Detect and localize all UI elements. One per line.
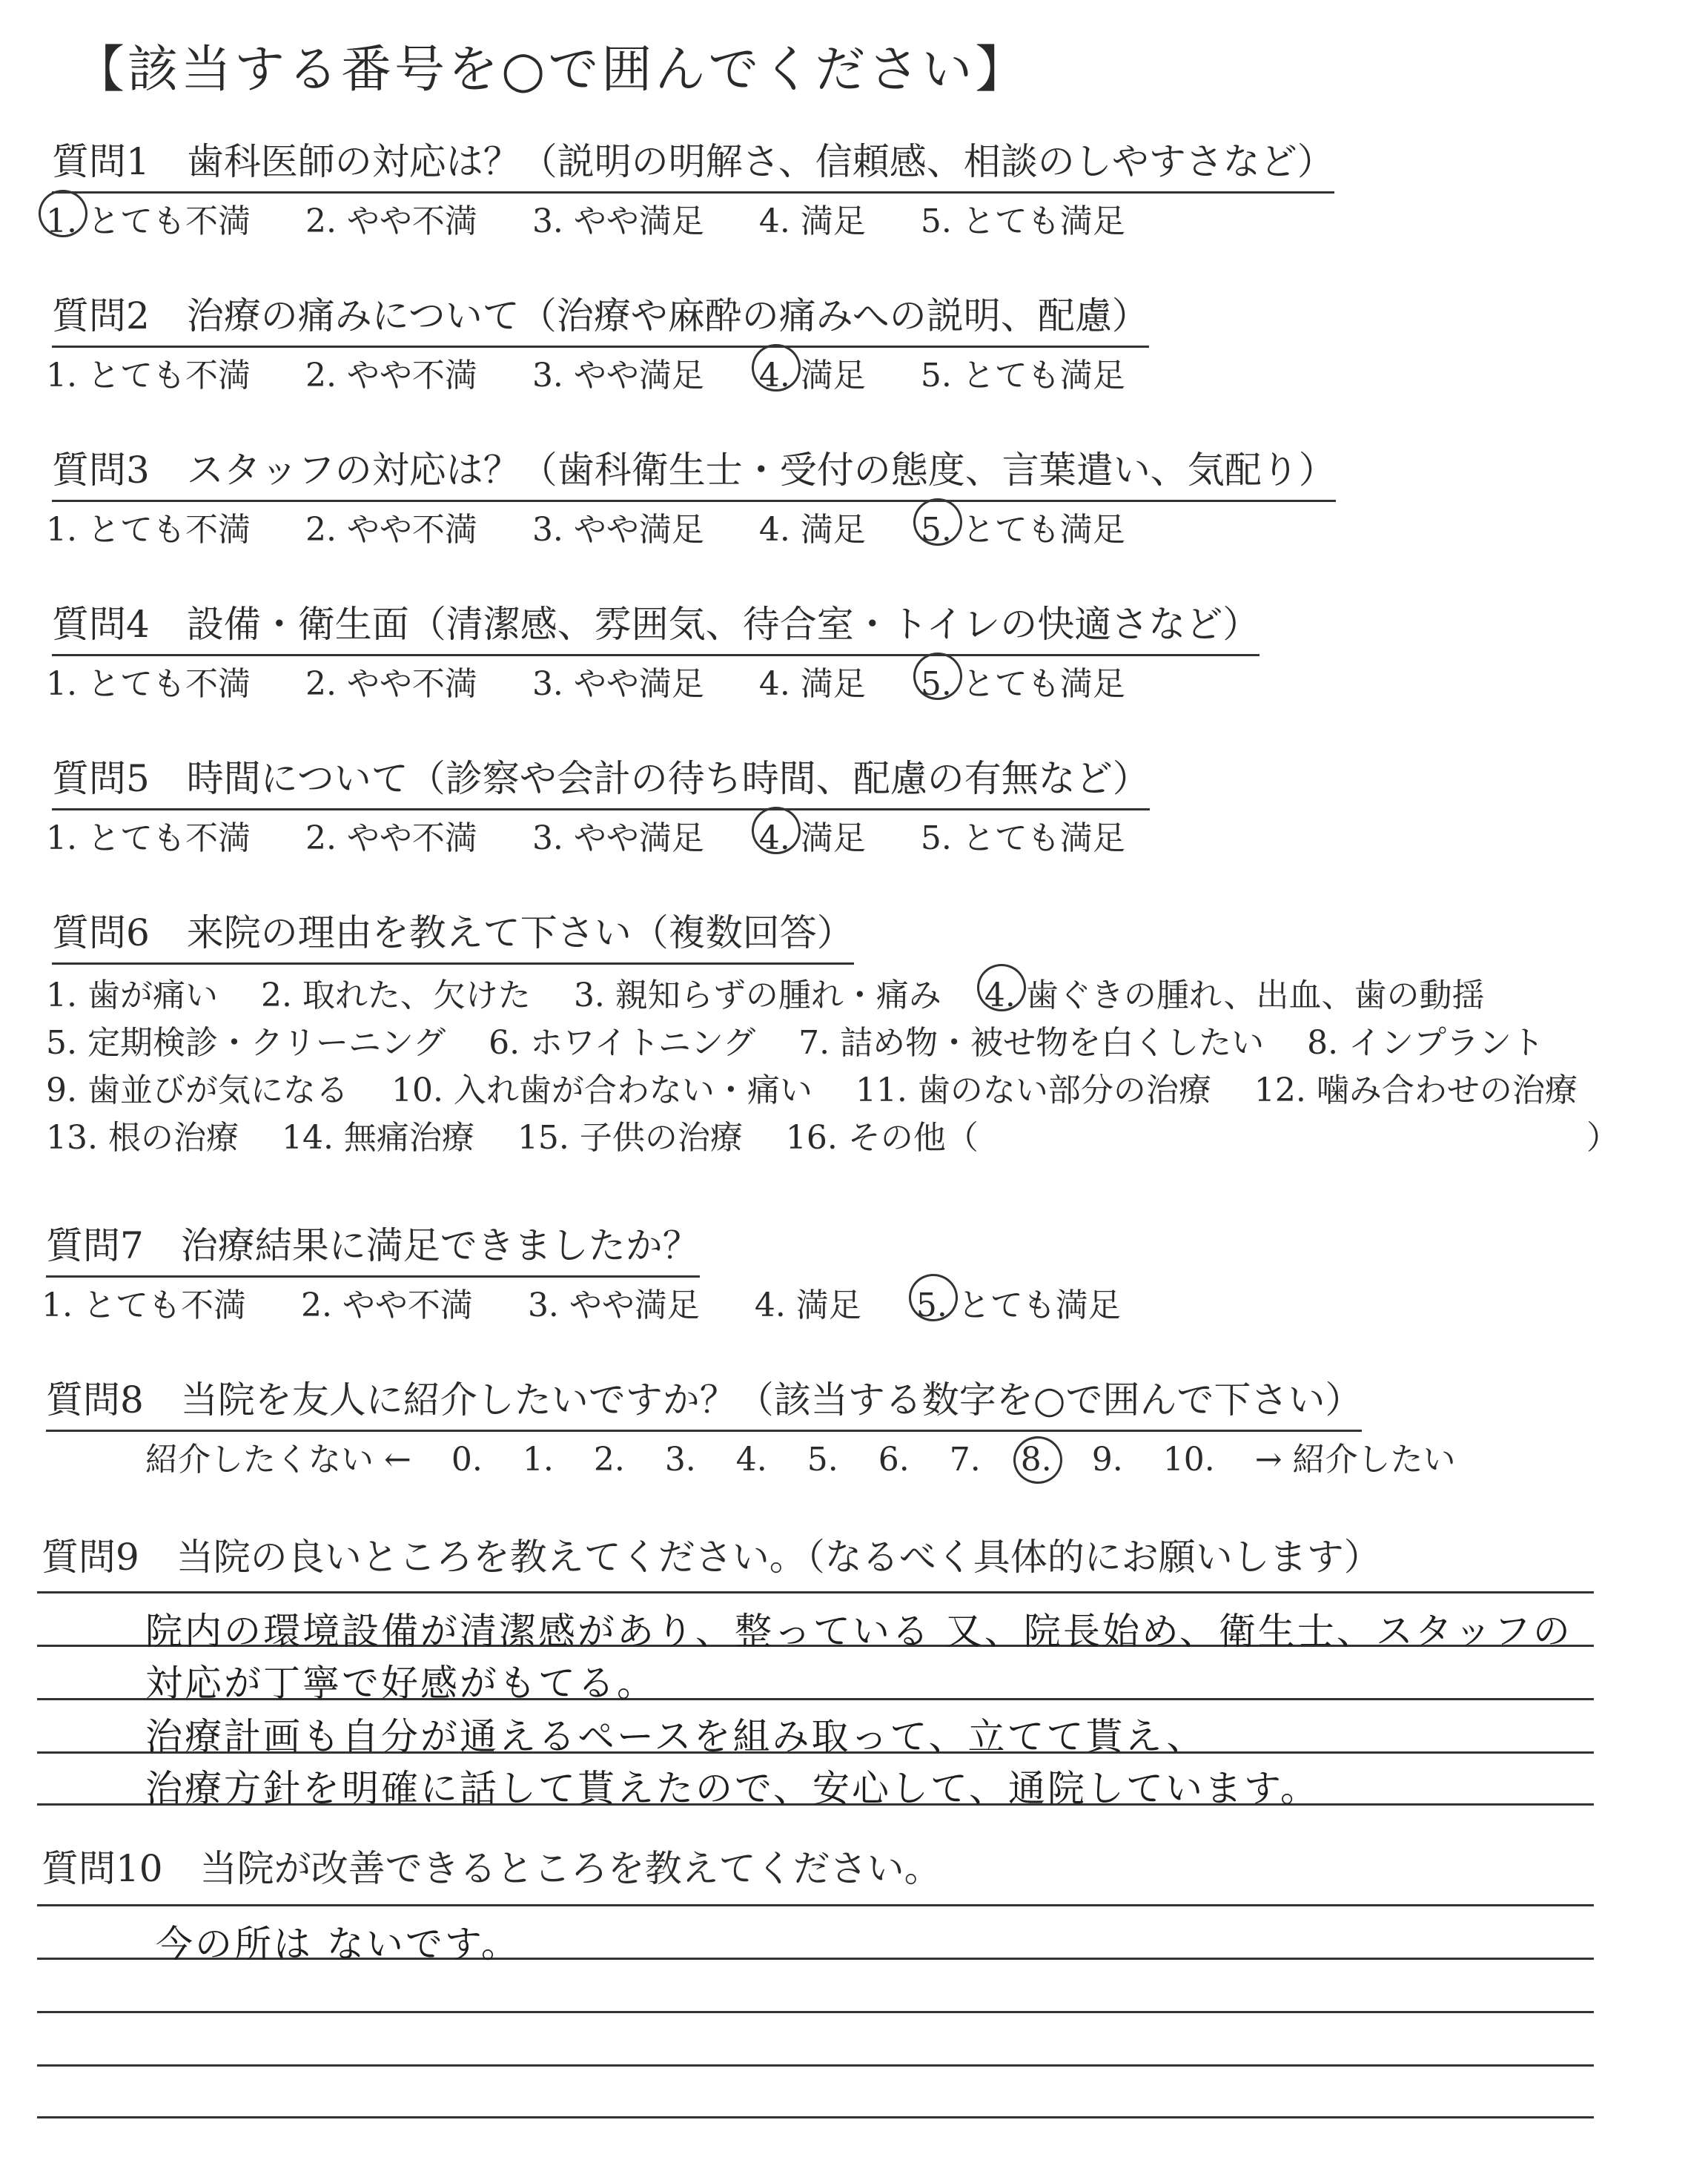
q6-option-3[interactable]: 3. 親知らずの腫れ・痛み bbox=[573, 977, 941, 1014]
q9-answer-line-3[interactable]: 治療計画も自分が通えるペースを組み取って、立てて貰え、 bbox=[145, 1715, 1206, 1758]
q8-score-5[interactable]: 5. bbox=[807, 1441, 838, 1479]
q6-option-6[interactable]: 6. ホワイトニング bbox=[489, 1024, 756, 1062]
q6-option-15[interactable]: 15. 子供の治療 bbox=[517, 1119, 743, 1157]
q10-answer-rule bbox=[37, 2064, 1594, 2067]
q8-selection-circle bbox=[1013, 1436, 1062, 1484]
q3-selection-circle bbox=[913, 498, 962, 546]
question-3-title: 質問3 スタッフの対応は？（歯科衛生士・受付の態度、言葉遣い、気配り） bbox=[52, 440, 1336, 502]
q6-option-5[interactable]: 5. 定期検診・クリーニング bbox=[46, 1024, 446, 1062]
q7-option-1[interactable]: 1. とても不満 bbox=[42, 1287, 246, 1324]
q5-option-1[interactable]: 1. とても不満 bbox=[46, 819, 251, 857]
q10-answer-line-1[interactable]: 今の所は ないです。 bbox=[156, 1923, 520, 1966]
q2-option-2[interactable]: 2. やや不満 bbox=[305, 357, 477, 394]
q6-option-4[interactable]: 4. 歯ぐきの腫れ、出血、歯の動揺 bbox=[984, 968, 1485, 1016]
q6-option-11[interactable]: 11. 歯のない部分の治療 bbox=[855, 1071, 1211, 1109]
q2-option-1[interactable]: 1. とても不満 bbox=[46, 357, 251, 394]
q8-score-7[interactable]: 7. bbox=[949, 1441, 981, 1479]
question-4-options bbox=[46, 657, 1170, 704]
question-8-scale bbox=[145, 1433, 1500, 1480]
q1-option-5[interactable]: 5. とても満足 bbox=[920, 202, 1125, 240]
q7-selection-circle bbox=[909, 1274, 958, 1321]
q9-answer-line-2[interactable]: 対応が丁寧で好感がもてる。 bbox=[145, 1662, 656, 1705]
q3-option-2[interactable]: 2. やや不満 bbox=[305, 511, 477, 549]
question-2-title: 質問2 治療の痛みについて（治療や麻酔の痛みへの説明、配慮） bbox=[52, 286, 1149, 348]
q2-option-3[interactable]: 3. やや満足 bbox=[532, 357, 704, 394]
question-8-title: 質問8 当院を友人に紹介したいですか？（該当する数字を○で囲んで下さい） bbox=[46, 1370, 1362, 1432]
form-header: 【該当する番号を○で囲んでください】 bbox=[74, 41, 1029, 99]
q5-option-2[interactable]: 2. やや不満 bbox=[305, 819, 477, 857]
q6-options-row-1 bbox=[46, 968, 1529, 1016]
q6-options-row-2 bbox=[46, 1016, 1589, 1063]
q1-selection-circle bbox=[39, 190, 87, 237]
q4-option-3[interactable]: 3. やや満足 bbox=[532, 665, 704, 703]
q6-option-13[interactable]: 13. 根の治療 bbox=[46, 1119, 239, 1157]
q6-option-8[interactable]: 8. インプラント bbox=[1307, 1024, 1545, 1062]
question-5-title: 質問5 時間について（診察や会計の待ち時間、配慮の有無など） bbox=[52, 749, 1150, 810]
question-7-options bbox=[42, 1278, 1165, 1326]
q7-option-5[interactable]: 5. とても満足 bbox=[916, 1278, 1121, 1326]
q6-option-16[interactable]: 16. その他（ bbox=[785, 1119, 979, 1157]
q2-option-4[interactable]: 4. 満足 bbox=[759, 349, 866, 396]
q9-answer-line-1[interactable]: 院内の環境設備が清潔感があり、整っている 又、院長始め、衛生士、スタッフの bbox=[145, 1610, 1572, 1653]
q3-option-1[interactable]: 1. とても不満 bbox=[46, 511, 251, 549]
q10-answer-rule bbox=[37, 2116, 1594, 2118]
q8-score-9[interactable]: 9. bbox=[1091, 1441, 1123, 1479]
q6-other-close-paren: ） bbox=[1586, 1119, 1619, 1157]
q8-right-label: → 紹介したい bbox=[1254, 1441, 1456, 1479]
q8-score-2[interactable]: 2. bbox=[593, 1441, 625, 1479]
question-1-title: 質問1 歯科医師の対応は？（説明の明解さ、信頼感、相談のしやすさなど） bbox=[52, 132, 1334, 194]
question-6-title: 質問6 来院の理由を教えて下さい（複数回答） bbox=[52, 903, 854, 965]
q6-option-2[interactable]: 2. 取れた、欠けた bbox=[260, 977, 531, 1014]
question-9-title: 質問9 当院の良いところを教えてください。（なるべく具体的にお願いします） bbox=[42, 1536, 1381, 1579]
q8-score-4[interactable]: 4. bbox=[735, 1441, 767, 1479]
q9-answer-rule bbox=[37, 1591, 1594, 1593]
q5-option-4[interactable]: 4. 満足 bbox=[759, 811, 866, 859]
q5-option-5[interactable]: 5. とても満足 bbox=[920, 819, 1125, 857]
q6-option-1[interactable]: 1. 歯が痛い bbox=[46, 977, 218, 1014]
q6-option-7[interactable]: 7. 詰め物・被せ物を白くしたい bbox=[798, 1024, 1265, 1062]
question-1-options bbox=[46, 194, 1170, 242]
q5-option-3[interactable]: 3. やや満足 bbox=[532, 819, 704, 857]
q6-options-row-3 bbox=[46, 1063, 1622, 1111]
q6-options-row-4 bbox=[46, 1111, 1023, 1158]
question-10-title: 質問10 当院が改善できるところを教えてください。 bbox=[42, 1847, 941, 1890]
q3-option-3[interactable]: 3. やや満足 bbox=[532, 511, 704, 549]
question-7-title: 質問7 治療結果に満足できましたか？ bbox=[46, 1216, 700, 1278]
q4-option-1[interactable]: 1. とても不満 bbox=[46, 665, 251, 703]
q8-score-8[interactable]: 8. bbox=[1021, 1441, 1052, 1479]
question-3-options bbox=[46, 503, 1170, 550]
q8-score-1[interactable]: 1. bbox=[522, 1441, 554, 1479]
q8-score-3[interactable]: 3. bbox=[664, 1441, 696, 1479]
q4-option-4[interactable]: 4. 満足 bbox=[758, 665, 866, 703]
q1-option-2[interactable]: 2. やや不満 bbox=[305, 202, 477, 240]
q1-option-4[interactable]: 4. 満足 bbox=[758, 202, 866, 240]
q2-option-5[interactable]: 5. とても満足 bbox=[920, 357, 1125, 394]
question-2-options bbox=[46, 349, 1170, 396]
q6-option-12[interactable]: 12. 噛み合わせの治療 bbox=[1254, 1071, 1578, 1109]
question-5-options bbox=[46, 811, 1170, 859]
q4-selection-circle bbox=[913, 653, 962, 700]
q4-option-2[interactable]: 2. やや不満 bbox=[305, 665, 477, 703]
q1-option-3[interactable]: 3. やや満足 bbox=[532, 202, 704, 240]
q4-option-5[interactable]: 5. とても満足 bbox=[921, 657, 1125, 704]
q3-option-4[interactable]: 4. 満足 bbox=[758, 511, 866, 549]
q8-score-10[interactable]: 10. bbox=[1162, 1441, 1215, 1479]
question-4-title: 質問4 設備・衛生面（清潔感、雰囲気、待合室・トイレの快適さなど） bbox=[52, 595, 1260, 656]
q8-left-label: 紹介したくない ← bbox=[145, 1441, 411, 1479]
q8-score-6[interactable]: 6. bbox=[878, 1441, 910, 1479]
q6-option-10[interactable]: 10. 入れ歯が合わない・痛い bbox=[391, 1071, 812, 1109]
q10-answer-rule bbox=[37, 1904, 1594, 1906]
q6-option-9[interactable]: 9. 歯並びが気になる bbox=[46, 1071, 348, 1109]
q6-selection-circle bbox=[977, 964, 1026, 1011]
q10-answer-rule bbox=[37, 2011, 1594, 2013]
q9-answer-line-4[interactable]: 治療方針を明確に話して貰えたので、安心して、通院しています。 bbox=[145, 1767, 1320, 1810]
q6-option-14[interactable]: 14. 無痛治療 bbox=[281, 1119, 474, 1157]
q7-option-2[interactable]: 2. やや不満 bbox=[300, 1287, 473, 1324]
q5-selection-circle bbox=[752, 807, 801, 854]
q2-selection-circle bbox=[752, 344, 801, 392]
q8-score-0[interactable]: 0. bbox=[451, 1441, 483, 1479]
q7-option-4[interactable]: 4. 満足 bbox=[754, 1287, 861, 1324]
q7-option-3[interactable]: 3. やや満足 bbox=[527, 1287, 700, 1324]
q3-option-5[interactable]: 5. とても満足 bbox=[921, 503, 1125, 550]
q1-option-1[interactable]: 1. とても不満 bbox=[46, 194, 251, 242]
